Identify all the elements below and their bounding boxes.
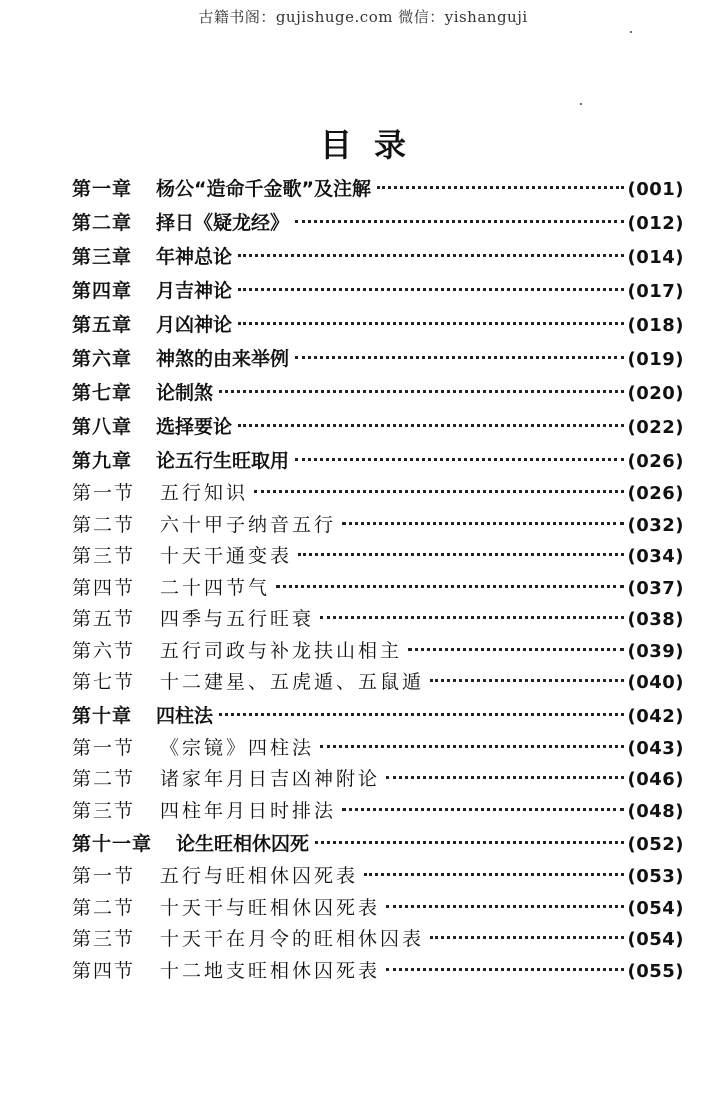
toc-chapter-1[interactable] (72, 172, 684, 206)
toc-label: 第四节 (72, 959, 136, 982)
dot-leader (295, 220, 624, 223)
dot-leader (295, 356, 624, 359)
toc-label: 第三节 (72, 545, 136, 567)
toc-label: 第四节 (72, 576, 136, 599)
dot-leader (238, 288, 624, 291)
toc-title: 四柱年月日时排法 (160, 799, 337, 822)
toc-label: 第三节 (72, 928, 136, 950)
toc-chapter-5[interactable] (72, 308, 684, 342)
toc-label: 第三节 (72, 799, 136, 822)
toc-title: 十天干在月令的旺相休囚表 (160, 928, 425, 950)
toc-label: 第七章 (72, 382, 133, 404)
dot-leader (254, 490, 624, 493)
toc-title: 十天干与旺相休囚死表 (160, 896, 381, 919)
toc-title: 论生旺相休囚死 (176, 833, 310, 855)
toc-page-number: (012) (627, 213, 684, 234)
toc-chapter-3[interactable] (72, 240, 684, 274)
dot-leader (386, 968, 624, 971)
toc-page-number: (034) (627, 546, 684, 567)
toc-section[interactable] (72, 541, 684, 573)
toc-section[interactable] (72, 478, 684, 510)
toc-page-number: (038) (627, 609, 684, 630)
toc-chapter-4[interactable] (72, 274, 684, 308)
toc-title: 十二地支旺相休囚死表 (160, 959, 381, 982)
toc-section[interactable] (72, 861, 684, 893)
dot-leader (298, 553, 624, 556)
toc-label: 第一节 (72, 482, 136, 504)
toc-title: 五行司政与补龙扶山相主 (160, 639, 403, 662)
dot-leader (315, 841, 624, 844)
toc-chapter-2[interactable] (72, 206, 684, 240)
table-of-contents (72, 172, 684, 987)
dot-leader (430, 679, 624, 682)
toc-page-number: (022) (627, 417, 684, 438)
watermark: 古籍书阁：gujishuge.com 微信：yishanguji (198, 8, 528, 26)
scan-speck (630, 31, 632, 33)
page-title: 目录 (319, 126, 428, 164)
toc-section[interactable] (72, 667, 684, 699)
toc-page-number: (040) (627, 672, 684, 693)
dot-leader (276, 585, 624, 588)
toc-page-number: (052) (627, 834, 684, 855)
toc-title: 月凶神论 (156, 314, 233, 336)
dot-leader (320, 745, 624, 748)
dot-leader (219, 390, 624, 393)
toc-title: 选择要论 (156, 416, 233, 438)
toc-label: 第一节 (72, 865, 136, 887)
toc-chapter-8[interactable] (72, 410, 684, 444)
toc-title: 四柱法 (156, 704, 214, 727)
toc-page-number: (046) (627, 769, 684, 790)
toc-page-number: (014) (627, 247, 684, 268)
toc-label: 第二章 (72, 212, 133, 234)
toc-title: 神煞的由来举例 (156, 348, 290, 370)
toc-label: 第二节 (72, 513, 136, 536)
dot-leader (342, 522, 624, 525)
toc-page-number: (043) (627, 737, 684, 759)
toc-label: 第二节 (72, 896, 136, 919)
toc-section[interactable] (72, 733, 684, 765)
toc-label: 第六节 (72, 639, 136, 662)
dot-leader (238, 322, 624, 325)
toc-title: 杨公“造命千金歌”及注解 (156, 178, 371, 200)
dot-leader (238, 254, 624, 257)
toc-section[interactable] (72, 573, 684, 605)
toc-label: 第十一章 (72, 833, 153, 855)
dot-leader (219, 713, 624, 716)
dot-leader (364, 873, 624, 876)
toc-page-number: (001) (627, 179, 684, 200)
toc-title: 二十四节气 (160, 576, 271, 599)
dot-leader (386, 776, 624, 779)
dot-leader (238, 424, 624, 427)
toc-label: 第五章 (72, 314, 133, 336)
toc-label: 第一章 (72, 178, 133, 200)
toc-page-number: (017) (627, 281, 684, 302)
toc-label: 第三章 (72, 246, 133, 268)
toc-section[interactable] (72, 510, 684, 542)
dot-leader (377, 186, 624, 189)
toc-page-number: (054) (627, 929, 684, 950)
toc-title: 《宗镜》四柱法 (160, 736, 315, 759)
toc-title: 十天干通变表 (160, 545, 293, 567)
toc-label: 第九章 (72, 450, 133, 472)
toc-section[interactable] (72, 956, 684, 988)
toc-title: 择日《疑龙经》 (156, 212, 290, 234)
toc-title: 六十甲子纳音五行 (160, 513, 337, 536)
toc-label: 第八章 (72, 416, 133, 438)
toc-page-number: (019) (627, 349, 684, 370)
toc-page-number: (055) (627, 960, 684, 982)
toc-page-number: (037) (627, 577, 684, 599)
toc-page-number: (032) (627, 514, 684, 536)
toc-label: 第五节 (72, 608, 136, 630)
toc-title: 诸家年月日吉凶神附论 (160, 768, 381, 790)
toc-page-number: (020) (627, 383, 684, 404)
toc-section[interactable] (72, 924, 684, 956)
toc-chapter-7[interactable] (72, 376, 684, 410)
toc-page-number: (018) (627, 315, 684, 336)
scan-speck (580, 103, 582, 105)
toc-section[interactable] (72, 764, 684, 796)
toc-chapter-6[interactable] (72, 342, 684, 376)
toc-title: 五行与旺相休囚死表 (160, 865, 359, 887)
toc-label: 第一节 (72, 736, 136, 759)
toc-page-number: (048) (627, 800, 684, 822)
toc-label: 第六章 (72, 348, 133, 370)
toc-label: 第十章 (72, 704, 133, 727)
dot-leader (342, 808, 624, 811)
toc-page-number: (026) (627, 451, 684, 472)
toc-label: 第四章 (72, 280, 133, 302)
toc-title: 论制煞 (156, 382, 214, 404)
toc-page-number: (026) (627, 483, 684, 504)
toc-label: 第七节 (72, 671, 136, 693)
toc-title: 四季与五行旺衰 (160, 608, 315, 630)
toc-chapter-11[interactable] (72, 827, 684, 861)
dot-leader (386, 905, 624, 908)
toc-title: 年神总论 (156, 246, 233, 268)
toc-section[interactable] (72, 893, 684, 925)
toc-title: 十二建星、五虎遁、五鼠遁 (160, 671, 425, 693)
toc-section[interactable] (72, 604, 684, 636)
toc-page-number: (039) (627, 640, 684, 662)
toc-title: 五行知识 (160, 482, 249, 504)
toc-section[interactable] (72, 636, 684, 668)
toc-section[interactable] (72, 796, 684, 828)
toc-page-number: (054) (627, 897, 684, 919)
toc-chapter-9[interactable] (72, 444, 684, 478)
toc-chapter-10[interactable] (72, 699, 684, 733)
dot-leader (295, 458, 624, 461)
dot-leader (430, 936, 624, 939)
toc-title: 月吉神论 (156, 280, 233, 302)
dot-leader (408, 648, 624, 651)
toc-page-number: (053) (627, 866, 684, 887)
dot-leader (320, 616, 624, 619)
toc-page-number: (042) (627, 705, 684, 727)
toc-label: 第二节 (72, 768, 136, 790)
toc-title: 论五行生旺取用 (156, 450, 290, 472)
